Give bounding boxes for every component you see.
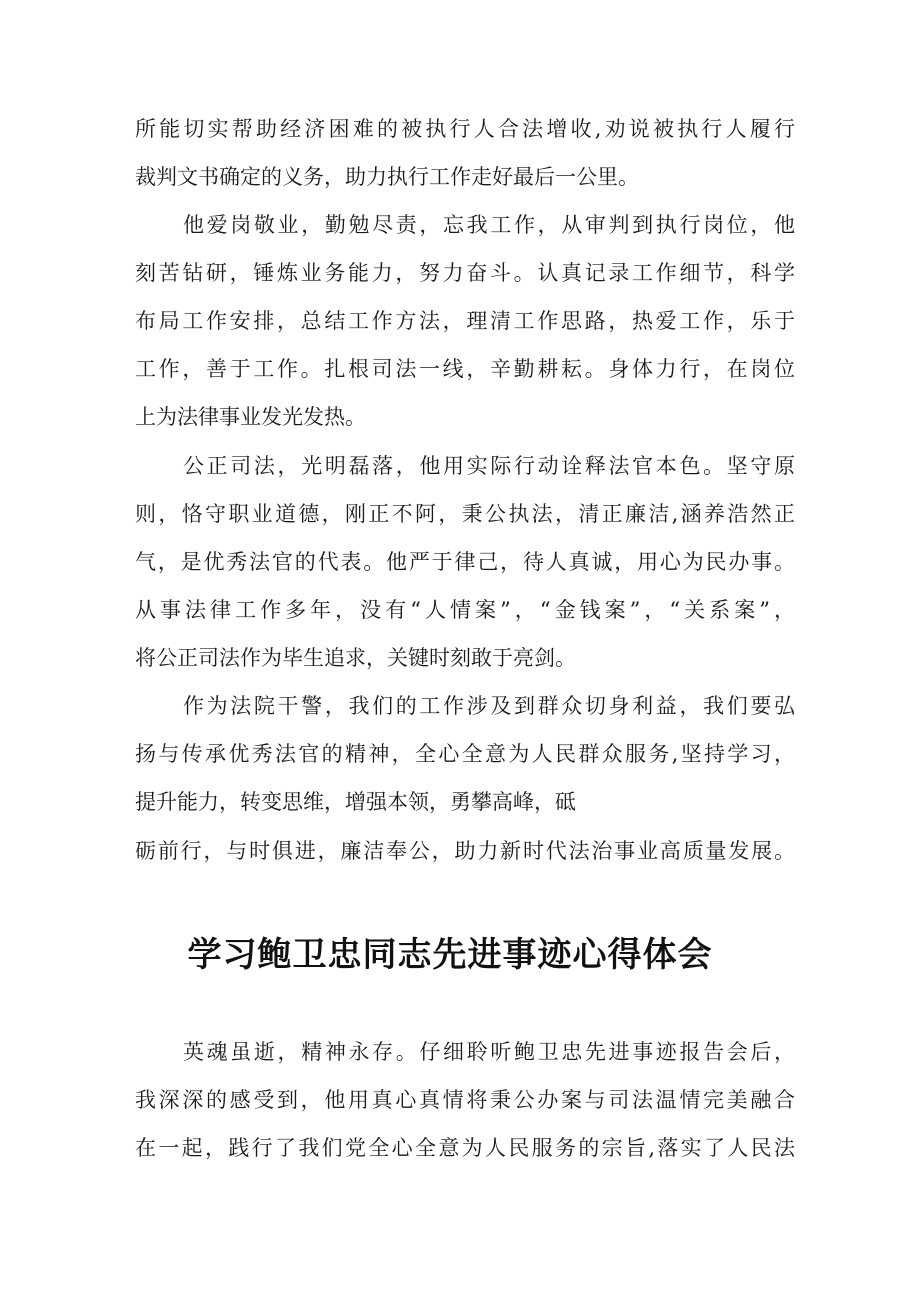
paragraph-line: 英魂虽逝，精神永存。仔细聆听鲍卫忠先进事迹报告会后， <box>183 1040 795 1064</box>
paragraph-line: 将公正司法作为毕生追求，关键时刻敢于亮剑。 <box>135 646 576 670</box>
paragraph-line: 公正司法，光明磊落，他用实际行动诠释法官本色。坚守原 <box>183 454 795 478</box>
paragraph-line: 裁判文书确定的义务，助力执行工作走好最后一公里。 <box>135 165 639 189</box>
paragraph-line: 刻苦钻研，锤炼业务能力，努力奋斗。认真记录工作细节，科学 <box>135 261 795 285</box>
paragraph-line: 从事法律工作多年，没有“人情案”，“金钱案”，“关系案”， <box>135 598 795 622</box>
paragraph-line: 提升能力，转变思维，增强本领，勇攀高峰，砥 <box>135 790 576 814</box>
paragraph-line: 工作，善于工作。扎根司法一线，辛勤耕耘。身体力行，在岗位 <box>135 357 795 381</box>
paragraph-line: 则，恪守职业道德，刚正不阿，秉公执法，清正廉洁,涵养浩然正 <box>135 502 795 526</box>
paragraph-line: 我深深的感受到，他用真心真情将秉公办案与司法温情完美融合 <box>135 1088 795 1112</box>
paragraph-line: 扬与传承优秀法官的精神，全心全意为人民群众服务,坚持学习， <box>135 742 795 766</box>
paragraph-line: 作为法院干警，我们的工作涉及到群众切身利益，我们要弘 <box>183 694 795 718</box>
paragraph-line: 砺前行，与时俱进，廉洁奉公，助力新时代法治事业高质量发展。 <box>135 839 795 863</box>
paragraph-line: 布局工作安排，总结工作方法，理清工作思路，热爱工作，乐于 <box>135 309 795 333</box>
paragraph-line: 气，是优秀法官的代表。他严于律己，待人真诚，用心为民办事。 <box>135 550 795 574</box>
section-title: 学习鲍卫忠同志先进事迹心得体会 <box>187 935 713 975</box>
paragraph-line: 所能切实帮助经济困难的被执行人合法增收,劝说被执行人履行 <box>135 117 795 141</box>
paragraph-line: 上为法律事业发光发热。 <box>135 405 366 429</box>
paragraph-line: 他爱岗敬业，勤勉尽责，忘我工作，从审判到执行岗位，他 <box>183 213 795 237</box>
paragraph-line: 在一起，践行了我们党全心全意为人民服务的宗旨,落实了人民法 <box>135 1136 795 1160</box>
